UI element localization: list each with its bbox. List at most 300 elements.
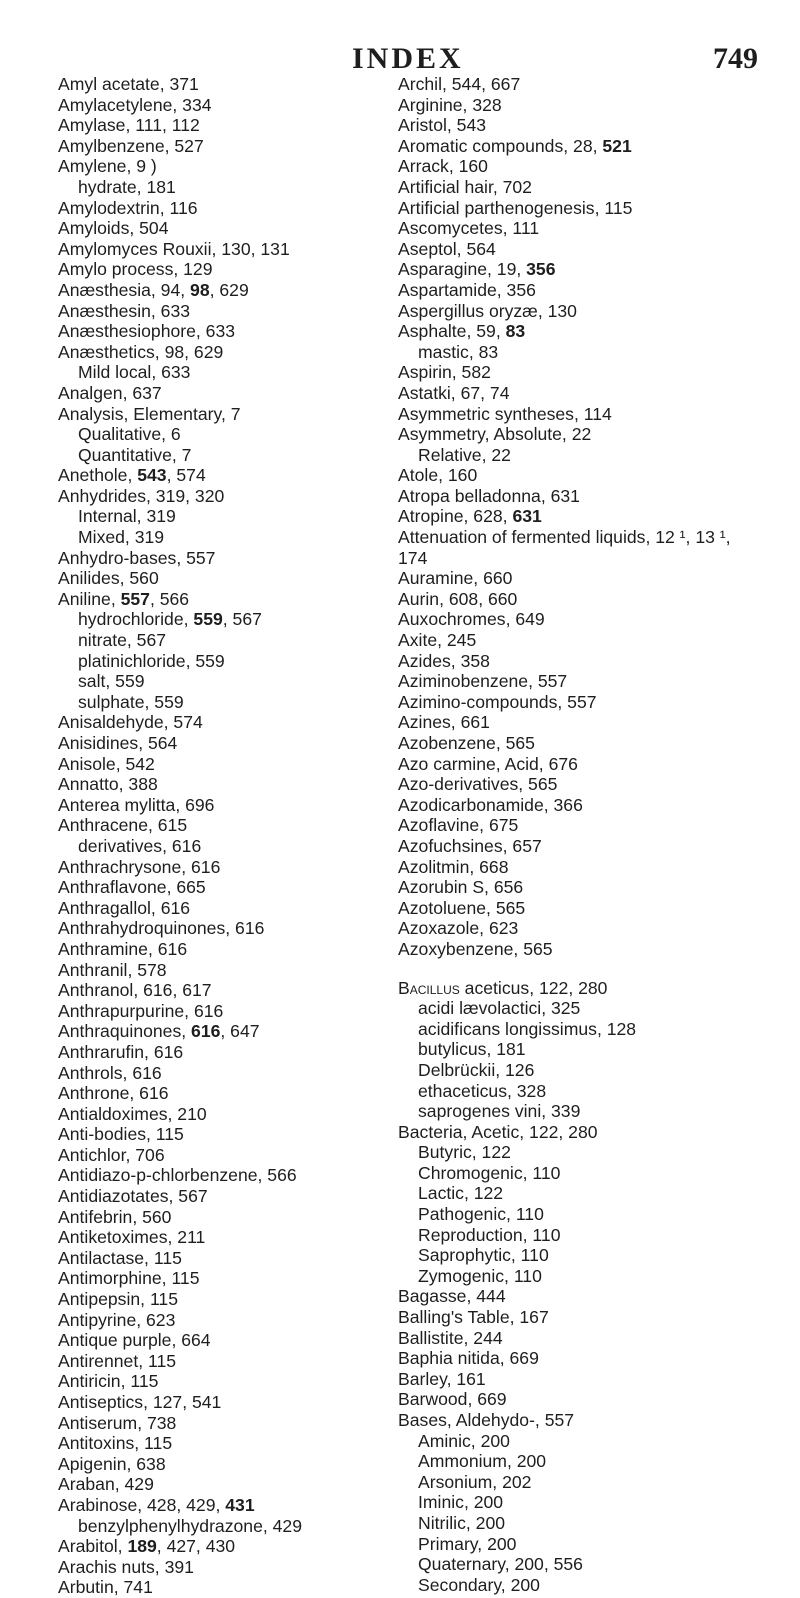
entry-text: Baphia nitida, 669 [398,1348,539,1369]
index-subentry [398,1472,778,1493]
entry-text: Aspergillus oryzæ, 130 [398,300,577,321]
entry-bold-page: 98 [190,279,210,300]
entry-text: Aspirin, 582 [398,362,491,383]
index-entry [398,301,778,322]
entry-text: Antique purple, 664 [58,1330,211,1351]
index-entry [58,754,398,775]
entry-text: Secondary, 200 [418,1574,540,1595]
index-entry [58,980,398,1001]
index-entry [58,1433,398,1454]
entry-text: Anethole, [58,465,138,486]
entry-text-after: aceticus, 122, 280 [459,977,608,998]
index-entry [398,733,778,754]
index-entry [398,815,778,836]
entry-text: Barwood, 669 [398,1389,507,1410]
entry-text: Anthrapurpurine, 616 [58,1000,224,1021]
index-entry [398,1410,778,1431]
entry-text: Anthranol, 616, 617 [58,980,212,1001]
index-entry [58,404,398,425]
entry-text: Bagasse, 444 [398,1286,506,1307]
entry-text: Arginine, 328 [398,94,502,115]
entry-text: Ascomycetes, 111 [398,218,540,239]
entry-text: Amylene, 9 ) [58,156,157,177]
index-entry [398,218,778,239]
index-entry [58,939,398,960]
index-entry [58,1021,398,1042]
index-entry [58,1063,398,1084]
entry-text: Antilactase, 115 [58,1247,182,1268]
entry-text: Antidiazo-p-chlorbenzene, 566 [58,1165,297,1186]
index-subentry [58,651,398,672]
index-entry [58,115,398,136]
index-subentry [398,1204,778,1225]
index-entry [58,1557,398,1578]
entry-text: Aromatic compounds, 28, [398,135,603,156]
index-subentry [398,1245,778,1266]
index-entry [398,156,778,177]
entry-text: Azines, 661 [398,712,490,733]
entry-text: acidi lævolactici, 325 [418,998,581,1019]
entry-text: Anisidines, 564 [58,733,178,753]
entry-text: Asymmetric syntheses, 114 [398,403,612,424]
entry-text: Delbrückii, 126 [418,1059,535,1080]
index-entry [398,568,778,589]
entry-bold-page: 431 [225,1494,255,1515]
index-subentry [398,1039,778,1060]
index-entry [58,1124,398,1145]
entry-text: Bacteria, Acetic, 122, 280 [398,1121,598,1142]
index-entry [398,383,778,404]
entry-text: hydrate, 181 [78,176,176,197]
entry-text: Mixed, 319 [78,527,165,548]
entry-text: Arrack, 160 [398,156,488,177]
index-entry [58,1104,398,1125]
entry-text: Aminic, 200 [418,1430,510,1451]
index-entry [58,1392,398,1413]
index-entry [58,218,398,239]
index-entry [398,939,778,960]
index-entry [398,362,778,383]
index-subentry [398,1554,778,1575]
entry-text: Amylbenzene, 527 [58,135,204,156]
index-entry [58,239,398,260]
entry-text: sulphate, 559 [78,691,184,712]
index-entry [398,239,778,260]
entry-text: Amylomyces Rouxii, 130, 131 [58,238,290,259]
index-entry [398,198,778,219]
index-subentry [398,1019,778,1040]
index-column-right [398,74,778,1595]
index-subentry [398,1513,778,1534]
index-subentry [398,1492,778,1513]
index-entry [398,651,778,672]
entry-text: Anhydrides, 319, 320 [58,485,225,506]
entry-text: Antimorphine, 115 [58,1268,200,1289]
entry-text: Amyloids, 504 [58,218,169,239]
index-entry [58,877,398,898]
index-entry [58,1207,398,1228]
entry-text: Butyric, 122 [418,1142,511,1163]
entry-bold-page: 356 [526,259,556,280]
entry-text: Amylase, 111, 112 [58,115,200,136]
entry-text: Nitrilic, 200 [418,1512,506,1533]
entry-text: Araban, 429 [58,1474,154,1495]
index-entry [58,136,398,157]
index-entry [398,1389,778,1410]
index-entry [58,1474,398,1495]
index-entry [58,815,398,836]
index-entry [58,795,398,816]
entry-text: Auxochromes, 649 [398,609,545,630]
entry-text: Quaternary, 200, 556 [418,1554,583,1575]
index-entry [58,1330,398,1351]
index-entry [58,568,398,589]
entry-text: Anthramine, 616 [58,938,188,959]
entry-text: Lactic, 122 [418,1183,504,1204]
index-column-left [58,74,398,1598]
index-entry [398,1369,778,1390]
index-entry [58,1495,398,1516]
entry-text: Anhydro-bases, 557 [58,547,216,568]
entry-text: Reproduction, 110 [418,1224,561,1245]
index-entry [58,1186,398,1207]
index-subentry [398,1431,778,1452]
entry-text: 174 [398,547,428,568]
index-subentry [58,177,398,198]
entry-text: Amylacetylene, 334 [58,94,212,115]
index-entry [58,1001,398,1022]
entry-text: Aziminobenzene, 557 [398,671,568,692]
index-entry [398,548,778,569]
index-subentry [58,609,398,630]
entry-text: Anthrols, 616 [58,1062,162,1083]
entry-text: Anilides, 560 [58,568,159,589]
entry-text: Anti-bodies, 115 [58,1124,184,1145]
entry-text: saprogenes vini, 339 [418,1101,581,1122]
entry-bold-page: 543 [137,465,167,486]
entry-text: Anæsthesin, 633 [58,300,191,321]
index-entry [398,918,778,939]
entry-text: Anthrone, 616 [58,1083,169,1104]
index-entry [398,589,778,610]
entry-text: Arachis nuts, 391 [58,1556,194,1577]
entry-text: Asymmetry, Absolute, 22 [398,424,592,445]
entry-text: Amyl acetate, 371 [58,74,199,94]
entry-text: Antidiazotates, 567 [58,1186,208,1207]
entry-bold-page: 83 [505,321,526,342]
index-subentry [398,1266,778,1287]
index-subentry [58,671,398,692]
index-subentry [398,1575,778,1596]
entry-text: Pathogenic, 110 [418,1204,544,1225]
entry-text: Azorubin S, 656 [398,877,524,898]
index-entry [398,95,778,116]
entry-text-after: , 427, 430 [156,1536,236,1557]
entry-bold-page: 616 [191,1021,221,1042]
index-entry [398,1307,778,1328]
index-entry [58,280,398,301]
index-entry [58,1310,398,1331]
index-subentry [398,1534,778,1555]
entry-bold-page: 521 [602,135,632,156]
index-entry [58,301,398,322]
entry-text: Primary, 200 [418,1533,517,1554]
entry-text: Anthranil, 578 [58,959,167,980]
entry-text-after: , 566 [149,588,190,609]
index-subentry [58,445,398,466]
entry-text: Anthragallol, 616 [58,897,191,918]
entry-text: Azimino-compounds, 557 [398,691,597,712]
entry-text: Antiserum, 738 [58,1412,177,1433]
index-entry [58,589,398,610]
entry-text: Aniline, [58,588,121,609]
index-subentry [58,692,398,713]
index-subentry [398,1142,778,1163]
index-entry [58,198,398,219]
entry-text: Antiricin, 115 [58,1371,159,1392]
index-entry [58,1577,398,1598]
index-entry [58,156,398,177]
index-entry [398,712,778,733]
entry-text: Balling's Table, 167 [398,1307,549,1328]
page-title: INDEX [352,42,464,75]
index-entry [398,1328,778,1349]
entry-text: Anthraquinones, [58,1021,192,1042]
index-entry [398,630,778,651]
index-entry [398,1122,778,1143]
index-subentry [58,506,398,527]
index-entry [398,754,778,775]
index-subentry [58,527,398,548]
entry-text: ethaceticus, 328 [418,1080,547,1101]
index-entry [58,1165,398,1186]
entry-text: Antiseptics, 127, 541 [58,1392,222,1412]
entry-text: Anæsthesiophore, 633 [58,321,236,342]
entry-text: Apigenin, 638 [58,1453,166,1474]
index-entry [58,1042,398,1063]
entry-text: butylicus, 181 [418,1039,526,1060]
index-entry [58,548,398,569]
index-entry [58,1351,398,1372]
page-number: 749 [713,42,758,75]
index-subentry [398,998,778,1019]
index-subentry [58,836,398,857]
entry-text: Qualitative, 6 [78,424,181,445]
entry-text: derivatives, 616 [78,835,202,856]
entry-text: Iminic, 200 [418,1492,504,1513]
entry-text: Anæsthetics, 98, 629 [58,341,224,362]
entry-text: Archil, 544, 667 [398,74,521,94]
index-entry [398,978,778,999]
entry-text: Azolitmin, 668 [398,856,509,877]
entry-bold-page: 557 [120,588,150,609]
entry-text: Relative, 22 [418,444,511,465]
index-subentry [398,1225,778,1246]
entry-text: Anisole, 542 [58,753,155,774]
index-entry [58,342,398,363]
index-entry [398,877,778,898]
index-entry [398,115,778,136]
index-entry [398,321,778,342]
index-entry [398,136,778,157]
entry-text: Annatto, 388 [58,774,158,795]
entry-text: Analgen, 637 [58,382,162,403]
entry-text: Amylodextrin, 116 [58,197,198,218]
index-entry [398,795,778,816]
entry-text: Azoflavine, 675 [398,815,519,836]
index-entry [58,1083,398,1104]
index-subentry [58,362,398,383]
entry-text: Aristol, 543 [398,115,487,136]
index-entry [398,836,778,857]
entry-text-after: , 629 [209,279,249,300]
entry-text: Axite, 245 [398,630,477,651]
entry-text: Arabitol, [58,1536,128,1557]
index-entry [58,486,398,507]
entry-text: Atole, 160 [398,465,478,486]
entry-text: Saprophytic, 110 [418,1245,549,1266]
index-subentry [58,424,398,445]
index-subentry [398,1081,778,1102]
entry-text: Antichlor, 706 [58,1144,165,1165]
index-entry [58,774,398,795]
index-entry [398,671,778,692]
index-entry [398,1348,778,1369]
index-entry [58,1454,398,1475]
entry-text: Asphalte, 59, [398,321,506,342]
index-subentry [398,1451,778,1472]
entry-text: Attenuation of fermented liquids, 12 ¹, 13 ¹, [398,527,731,548]
index-entry [58,95,398,116]
entry-text: Auramine, 660 [398,568,513,589]
index-entry [398,898,778,919]
index-entry [398,609,778,630]
index-entry [398,177,778,198]
index-subentry [398,1101,778,1122]
entry-text: salt, 559 [78,671,145,692]
entry-text: Atropine, 628, [398,506,513,527]
entry-text: Asparagine, 19, [398,259,527,280]
entry-text: Ballistite, 244 [398,1327,503,1348]
entry-text: Bases, Aldehydo-, 557 [398,1410,575,1430]
index-entry [58,321,398,342]
index-entry [58,1268,398,1289]
entry-text: Analysis, Elementary, 7 [58,403,241,424]
entry-text: Aseptol, 564 [398,238,496,259]
index-entry [58,857,398,878]
entry-text: Azodicarbonamide, 366 [398,794,583,815]
entry-text: Antipyrine, 623 [58,1309,176,1330]
entry-text: Anthrachrysone, 616 [58,856,221,877]
index-entry [398,404,778,425]
entry-bold-page: 559 [193,609,223,630]
index-entry [398,280,778,301]
entry-text: Anthrarufin, 616 [58,1041,184,1062]
index-entry [58,918,398,939]
entry-bold-page: 631 [512,506,542,527]
entry-text: Ammonium, 200 [418,1451,547,1472]
index-entry [398,774,778,795]
index-entry [398,486,778,507]
entry-text: Amylo process, 129 [58,259,213,280]
entry-text: Quantitative, 7 [78,444,192,465]
entry-text-after: , 567 [222,609,262,630]
entry-text: Arsonium, 202 [418,1471,532,1492]
index-subentry [398,445,778,466]
index-entry [58,1289,398,1310]
entry-text: Anthrahydroquinones, 616 [58,918,265,939]
entry-text: Atropa belladonna, 631 [398,485,580,506]
entry-text: Internal, 319 [78,506,176,527]
entry-text: benzylphenylhydrazone, 429 [78,1515,302,1536]
index-entry [58,383,398,404]
entry-text: Astatki, 67, 74 [398,382,510,403]
entry-text: nitrate, 567 [78,630,167,651]
index-entry [58,74,398,95]
index-entry [58,898,398,919]
index-entry [398,259,778,280]
index-entry [58,465,398,486]
index-entry [58,1536,398,1557]
index-entry [398,424,778,445]
entry-text: Anisaldehyde, 574 [58,712,203,733]
entry-text: Barley, 161 [398,1368,486,1389]
index-subentry [398,342,778,363]
entry-text: Aspartamide, 356 [398,279,536,300]
entry-text-after: , 574 [166,465,206,486]
entry-text: Azofuchsines, 657 [398,835,542,856]
index-entry [58,1371,398,1392]
entry-text: Bacillus [398,977,460,998]
index-entry [398,692,778,713]
entry-text: Azides, 358 [398,650,490,671]
index-entry [58,1145,398,1166]
index-subentry [398,1183,778,1204]
index-entry [398,857,778,878]
index-subentry [398,1163,778,1184]
entry-text: Azo-derivatives, 565 [398,774,558,795]
index-entry [398,1286,778,1307]
entry-text: Antialdoximes, 210 [58,1103,207,1124]
entry-text: Azoxybenzene, 565 [398,938,553,959]
entry-text: Antipepsin, 115 [58,1289,178,1310]
index-entry [58,1248,398,1269]
index-subentry [58,1516,398,1537]
entry-text: mastic, 83 [418,341,499,362]
index-subentry [58,630,398,651]
index-entry [58,1413,398,1434]
index-entry [398,506,778,527]
entry-text: Azobenzene, 565 [398,733,535,753]
entry-text: Antirennet, 115 [58,1350,177,1371]
entry-text: Aurin, 608, 660 [398,588,518,609]
index-entry [58,733,398,754]
entry-text: Antiketoximes, 211 [58,1227,206,1248]
index-entry [398,465,778,486]
index-entry [58,712,398,733]
entry-text: Artificial parthenogenesis, 115 [398,197,633,218]
entry-text: Anthraflavone, 665 [58,877,206,898]
entry-text: hydrochloride, [78,609,194,630]
entry-text: Azoxazole, 623 [398,918,519,939]
entry-text: Anthracene, 615 [58,815,188,836]
entry-text: Mild local, 633 [78,362,191,383]
entry-text: Artificial hair, 702 [398,176,532,197]
index-subentry [398,1060,778,1081]
index-entry [398,74,778,95]
index-entry [58,259,398,280]
entry-text-after: , 647 [220,1021,260,1042]
